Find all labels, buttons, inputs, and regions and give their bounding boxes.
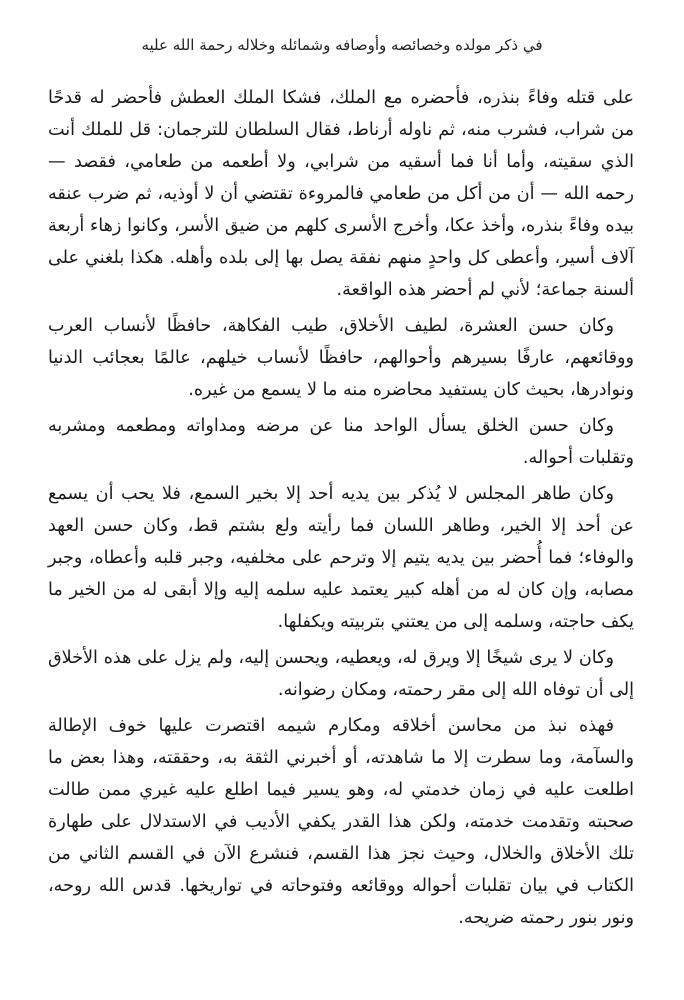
paragraph: وكان طاهر المجلس لا يُذكر بين يديه أحد إلا بخير السمع، فلا يحب أن يسمع عن أحد إلا الخير، وطاهر اللسان فما رأيته ولع بشتم قط، وكان حسن العهد والوفاء؛ فما أُحضر بين يديه يتيم إلا وترحم على مخلفيه، وجبر قلبه وأعطاه، وجبر مصابه، وإن كان له من أهله كبير يعتمد عليه سلمه إليه وإلا أبقى له من الخير ما يكف حاجته، وسلمه إلى من يعتني بتربيته ويكفلها. [48,484,634,632]
paragraph: وكان حسن الخلق يسأل الواحد منا عن مرضه ومداواته ومطعمه ومشربه وتقلبات أحواله. [48,416,634,468]
paragraph: وكان حسن العشرة، لطيف الأخلاق، طيب الفكاهة، حافظًا لأنساب العرب ووقائعهم، عارفًا بسيرهم وأحوالهم، حافظًا لأنساب خيلهم، عالمًا بعجائب الدنيا ونوادرها، بحيث كان يستفيد محاضره منه ما لا يسمع من غيره. [48,316,634,400]
paragraph-continuation: على قتله وفاءً بنذره، فأحضره مع الملك، فشكا الملك العطش فأحضر له قدحًا من شراب، فشرب منه، ثم ناوله أرناط، فقال السلطان للترجمان: قل للملك أنت الذي سقيته، وأما أنا فما أسقيه من شرابي، ولا أطعمه من طعامي، فقصد — رحمه الله — أن من أكل من طعامي فالمروءة تقتضي أن لا أوذيه، ثم ضرب عنقه بيده وفاءً بنذره، وأخذ عكا، وأخرج الأسرى كلهم من ضيق الأسر، وكانوا زهاء أربعة آلاف أسير، وأعطى كل واحدٍ منهم نفقة يصل بها إلى بلده وأهله. هكذا بلغني على ألسنة جماعة؛ لأني لم أحضر هذه الواقعة. [48,88,634,300]
paragraph: وكان لا يرى شيخًا إلا ويرق له، ويعطيه، ويحسن إليه، ولم يزل على هذه الأخلاق إلى أن توفاه الله إلى مقر رحمته، ومكان رضوانه. [48,648,634,700]
running-header: في ذكر مولده وخصائصه وأوصافه وشمائله وخلاله رحمة الله عليه [141,36,543,54]
body-text [48,82,634,938]
paragraph: فهذه نبذ من محاسن أخلاقه ومكارم شيمه اقتصرت عليها خوف الإطالة والسآمة، وما سطرت إلا ما شاهدته، أو أخبرني الثقة به، وحققته، وهذا بعض ما اطلعت عليه في زمان خدمتي له، وهو يسير فيما اطلع عليه غيري ممن طالت صحبته وتقدمت خدمته، ولكن هذا القدر يكفي الأديب في الاستدلال على طهارة تلك الأخلاق والخلال، وحيث نجز هذا القسم، فنشرع الآن في القسم الثاني من الكتاب في بيان تقلبات أحواله ووقائعه وفتوحاته في تواريخها. قدس الله روحه، ونور بنور رحمته ضريحه. [48,716,634,928]
